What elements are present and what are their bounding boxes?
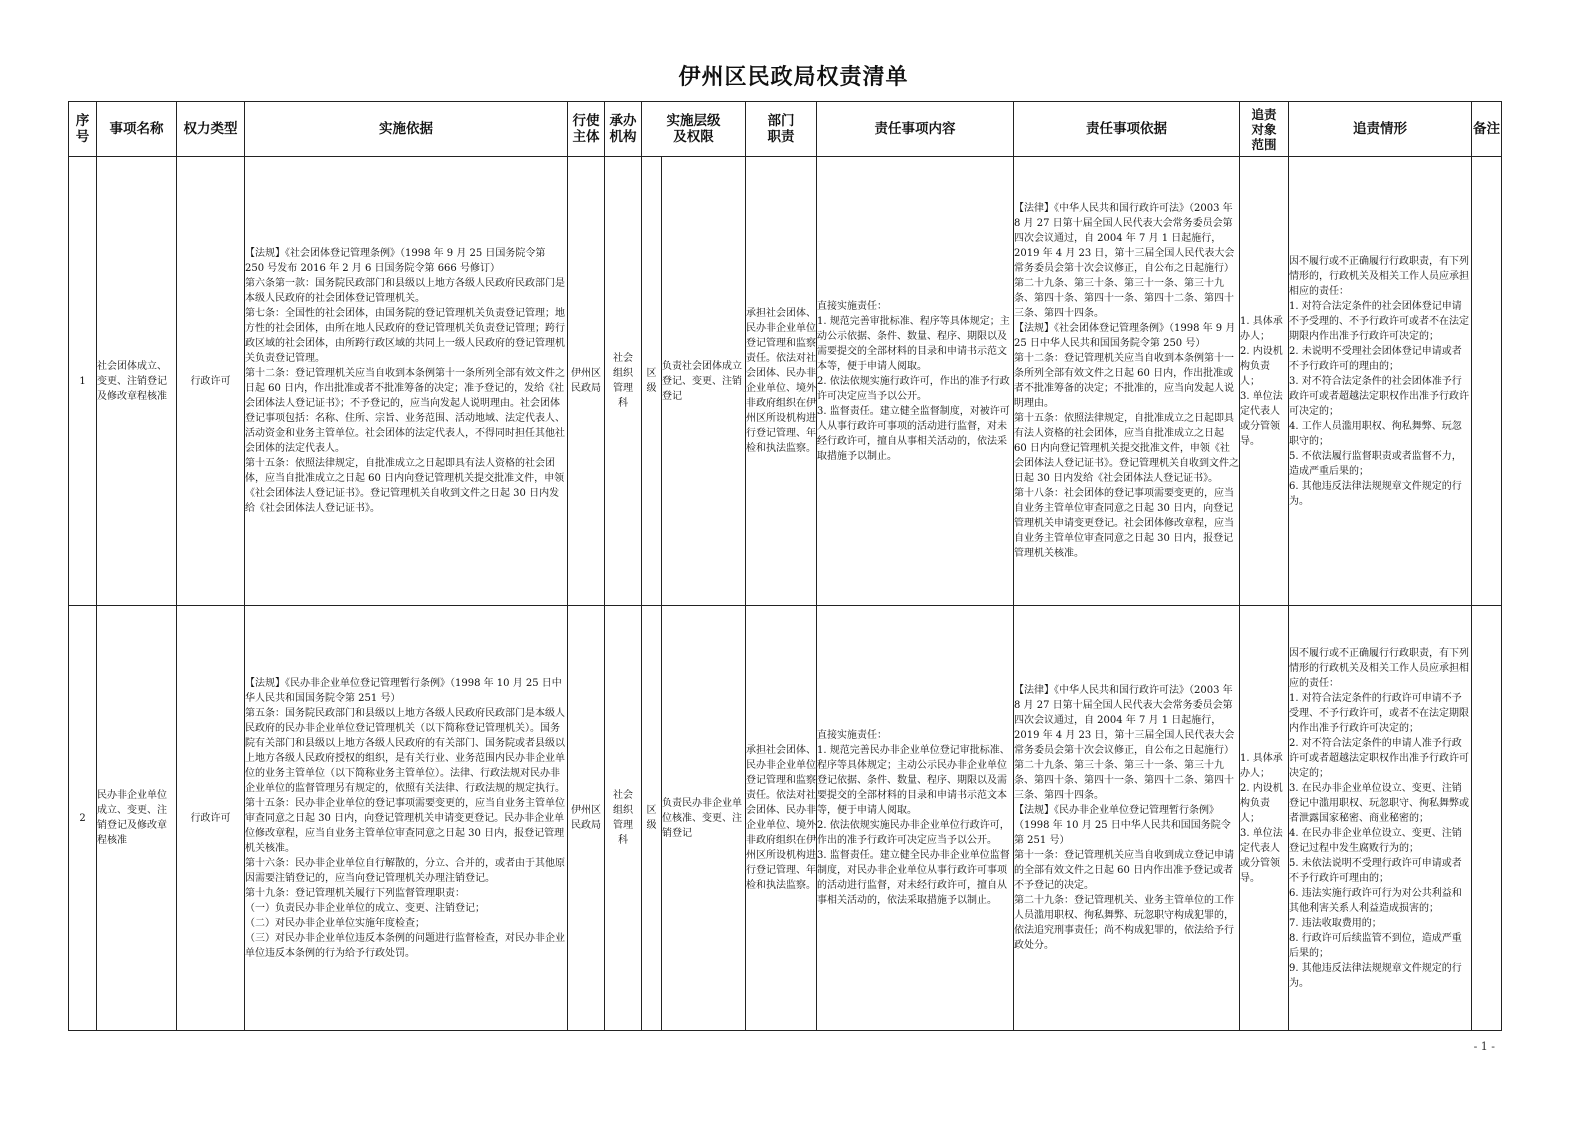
row-subject: 伊州区 民政局 <box>568 157 605 606</box>
header-remark: 备注 <box>1472 102 1502 157</box>
row-subject: 伊州区 民政局 <box>568 606 605 1031</box>
row-remark <box>1472 606 1502 1031</box>
row-seq: 2 <box>69 606 97 1031</box>
header-resp-content: 责任事项内容 <box>817 102 1014 157</box>
row-agency: 社会 组织 管理 科 <box>605 157 642 606</box>
row-target: 1. 具体承办人； 2. 内设机构负责人； 3. 单位法定代表人或分管领导。 <box>1240 157 1289 606</box>
page-title: 伊州区民政局权责清单 <box>678 65 909 90</box>
header-situation: 追责情形 <box>1289 102 1472 157</box>
row-resp-basis: 【法律】《中华人民共和国行政许可法》（2003 年 8 月 27 日第十届全国人民代表大会常务委员会第四次会议通过，自 2004 年 7 月 1 日起施行，2019 年 4 月 23 日，第十三届全国人民代表大会常务委员会第十次会议修正，自公布之日起施行） 第二十九条、第三十条、第三十一条、第三十九条、第四十条、第四十一条、第四十二条、第四十三条、第四十四条。 【法规】《社会团体登记管理条例》（1998 年 9 月 25 日中华人民共和国国务院令第 250 号） 第十二条：登记管理机关应当自收到本条例第十一条所列全部有效文件之日起 60 日内，作出批准或者不批准筹备的决定；不批准的，应当向发起人说明理由。 第十五条：依照法律规定，自批准成立之日起即具有法人资格的社会团体，应当自批准成立之日起 60 日内向登记管理机关提交批准文件，申领《社会团体法人登记证书》。登记管理机关自收到文件之日起 30 日内发给《社会团体法人登记证书》。 第十八条：社会团体的登记事项需要变更的，应当自业务主管单位审查同意之日起 30 日内，向登记管理机关申请变更登记。社会团体修改章程，应当自业务主管单位审查同意之日起 30 日内，报登记管理机关核准。 <box>1014 157 1240 606</box>
header-duty: 部门 职责 <box>746 102 817 157</box>
row-duty: 承担社会团体、民办非企业单位登记管理和监察责任。依法对社会团体、民办非企业单位、境外非政府组织在伊州区所设机构进行登记管理、年检和执法监察。 <box>746 157 817 606</box>
row-level-scope: 负责民办非企业单位核准、变更、注销登记 <box>662 606 746 1031</box>
header-agency: 承办 机构 <box>605 102 642 157</box>
row-agency: 社会 组织 管理 科 <box>605 606 642 1031</box>
table-row <box>69 157 1502 606</box>
row-resp-content: 直接实施责任： 1. 规范完善审批标准、程序等具体规定；主动公示依据、条件、数量、程序、期限以及需要提交的全部材料的目录和申请书示范文本等，便于申请人阅取。 2. 依法依规实施行政许可，作出的准予行政许可决定应当予以公开。 3. 监督责任。建立健全监督制度，对被许可人从事行政许可事项的活动进行监督，对未经行政许可，擅自从事相关活动的，依法采取措施予以制止。 <box>817 157 1014 606</box>
row-name: 民办非企业单位成立、变更、注销登记及修改章程核准 <box>97 606 177 1031</box>
row-situation: 因不履行或不正确履行行政职责，有下列情形的，行政机关及相关工作人员应承担相应的责任： 1. 对符合法定条件的社会团体登记申请不予受理的、不予行政许可或者不在法定期限内作出准予行政许可决定的； 2. 未说明不受理社会团体登记申请或者不予行政许可的理由的； 3. 对不符合法定条件的社会团体准予行政许可或者超越法定职权作出准予行政许可决定的； 4. 工作人员滥用职权、徇私舞弊、玩忽职守的； 5. 不依法履行监督职责或者监督不力，造成严重后果的； 6. 其他违反法律法规规章文件规定的行为。 <box>1289 157 1472 606</box>
header-seq: 序 号 <box>69 102 97 157</box>
row-level-grade: 区 级 <box>642 606 662 1031</box>
header-name: 事项名称 <box>97 102 177 157</box>
row-level-scope: 负责社会团体成立登记、变更、注销登记 <box>662 157 746 606</box>
row-duty: 承担社会团体、民办非企业单位登记管理和监察责任。依法对社会团体、民办非企业单位、境外非政府组织在伊州区所设机构进行登记管理、年检和执法监察。 <box>746 606 817 1031</box>
row-target: 1. 具体承办人； 2. 内设机构负责人； 3. 单位法定代表人或分管领导。 <box>1240 606 1289 1031</box>
table-header-row <box>69 102 1502 157</box>
header-level: 实施层级 及权限 <box>642 102 746 157</box>
row-basis: 【法规】《社会团体登记管理条例》（1998 年 9 月 25 日国务院令第 250 号发布 2016 年 2 月 6 日国务院令第 666 号修订） 第六条第一款：国务院民政部门和县级以上地方各级人民政府民政部门是本级人民政府的社会团体登记管理机关。 第七条：全国性的社会团体，由国务院的登记管理机关负责登记管理；地方性的社会团体，由所在地人民政府的登记管理机关负责登记管理；跨行政区域的社会团体，由所跨行政区域的共同上一级人民政府的登记管理机关负责登记管理。 第十二条：登记管理机关应当自收到本条例第十一条所列全部有效文件之日起 60 日内，作出批准或者不批准筹备的决定；准予登记的，发给《社会团体法人登记证书》；不予登记的，应当向发起人说明理由。社会团体登记事项包括：名称、住所、宗旨、业务范围、活动地域、法定代表人、活动资金和业务主管单位。社会团体的法定代表人，不得同时担任其他社会团体的法定代表人。 第十五条：依照法律规定，自批准成立之日起即具有法人资格的社会团体，应当自批准成立之日起 60 日内向登记管理机关提交批准文件，申领《社会团体法人登记证书》。登记管理机关自收到文件之日起 30 日内发给《社会团体法人登记证书》。 <box>245 157 568 606</box>
row-resp-basis: 【法律】《中华人民共和国行政许可法》（2003 年 8 月 27 日第十届全国人民代表大会常务委员会第四次会议通过，自 2004 年 7 月 1 日起施行，2019 年 4 月 23 日，第十三届全国人民代表大会常务委员会第十次会议修正，自公布之日起施行） 第二十九条、第三十条、第三十一条、第三十九条、第四十条、第四十一条、第四十二条、第四十三条、第四十四条。 【法规】《民办非企业单位登记管理暂行条例》（1998 年 10 月 25 日中华人民共和国国务院令第 251 号） 第十一条：登记管理机关应当自收到成立登记申请的全部有效文件之日起 60 日内作出准予登记或者不予登记的决定。 第二十九条：登记管理机关、业务主管单位的工作人员滥用职权、徇私舞弊、玩忽职守构成犯罪的，依法追究刑事责任；尚不构成犯罪的，依法给予行政处分。 <box>1014 606 1240 1031</box>
row-resp-content: 直接实施责任： 1. 规范完善民办非企业单位登记审批标准、程序等具体规定；主动公示民办非企业单位登记依据、条件、数量、程序、期限以及需要提交的全部材料的目录和申请书示范文本等，便于申请人阅取。 2. 依法依规实施民办非企业单位行政许可，作出的准予行政许可决定应当予以公开。 3. 监督责任。建立健全民办非企业单位监督制度，对民办非企业单位从事行政许可事项的活动进行监督，对未经行政许可，擅自从事相关活动的，依法采取措施予以制止。 <box>817 606 1014 1031</box>
row-basis: 【法规】《民办非企业单位登记管理暂行条例》（1998 年 10 月 25 日中华人民共和国国务院令第 251 号） 第五条：国务院民政部门和县级以上地方各级人民政府民政部门是本级人民政府的民办非企业单位登记管理机关（以下简称登记管理机关）。国务院有关部门和县级以上地方各级人民政府的有关部门、国务院或者县级以上地方各级人民政府授权的组织，是有关行业、业务范围内民办非企业单位的业务主管单位（以下简称业务主管单位）。法律、行政法规对民办非企业单位的监督管理另有规定的，依照有关法律、行政法规的规定执行。 第十五条：民办非企业单位的登记事项需要变更的，应当自业务主管单位审查同意之日起 30 日内，向登记管理机关申请变更登记。民办非企业单位修改章程，应当自业务主管单位审查同意之日起 30 日内，报登记管理机关核准。 第十六条：民办非企业单位自行解散的，分立、合并的，或者由于其他原因需要注销登记的，应当向登记管理机关办理注销登记。 第十九条：登记管理机关履行下列监督管理职责： （一）负责民办非企业单位的成立、变更、注销登记； （二）对民办非企业单位实施年度检查； （三）对民办非企业单位违反本条例的问题进行监督检查，对民办非企业单位违反本条例的行为给予行政处罚。 <box>245 606 568 1031</box>
header-resp-basis: 责任事项依据 <box>1014 102 1240 157</box>
header-subject: 行使 主体 <box>568 102 605 157</box>
row-level-grade: 区 级 <box>642 157 662 606</box>
row-seq: 1 <box>69 157 97 606</box>
header-type: 权力类型 <box>177 102 245 157</box>
header-basis: 实施依据 <box>245 102 568 157</box>
page-number: - 1 - <box>1473 1040 1495 1053</box>
row-remark <box>1472 157 1502 606</box>
table-row <box>69 606 1502 1031</box>
row-type: 行政许可 <box>177 157 245 606</box>
header-target: 追责 对象 范围 <box>1240 102 1289 157</box>
responsibility-table <box>68 101 1502 1031</box>
row-name: 社会团体成立、变更、注销登记及修改章程核准 <box>97 157 177 606</box>
row-situation: 因不履行或不正确履行行政职责，有下列情形的行政机关及相关工作人员应承担相应的责任： 1. 对符合法定条件的行政许可申请不予受理、不予行政许可，或者不在法定期限内作出准予行政许可决定的； 2. 对不符合法定条件的申请人准予行政许可或者超越法定职权作出准予行政许可决定的； 3. 在民办非企业单位设立、变更、注销登记中滥用职权、玩忽职守、徇私舞弊或者泄露国家秘密、商业秘密的； 4. 在民办非企业单位设立、变更、注销登记过程中发生腐败行为的； 5. 未依法说明不受理行政许可申请或者不予行政许可理由的； 6. 违法实施行政许可行为对公共利益和其他利害关系人利益造成损害的； 7. 违法收取费用的； 8. 行政许可后续监管不到位，造成严重后果的； 9. 其他违反法律法规规章文件规定的行为。 <box>1289 606 1472 1031</box>
row-type: 行政许可 <box>177 606 245 1031</box>
